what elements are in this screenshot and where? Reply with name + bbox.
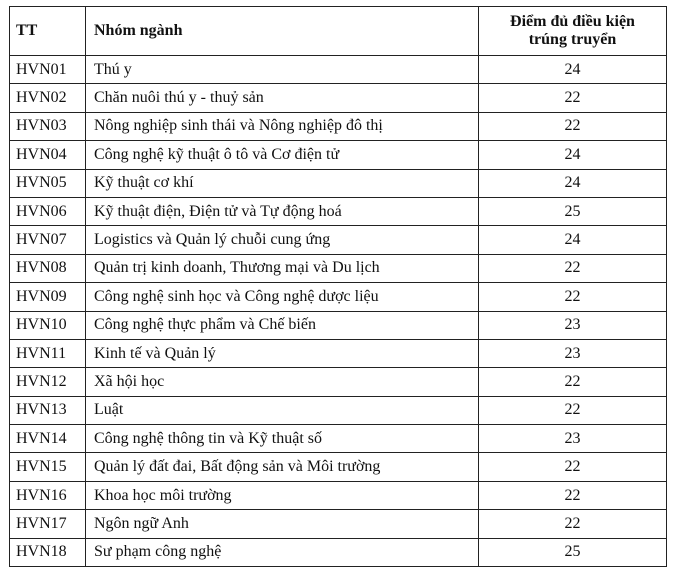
row-name: Ngôn ngữ Anh [86,510,479,538]
row-name: Công nghệ thông tin và Kỹ thuật số [86,425,479,453]
row-score: 22 [479,283,667,311]
table-row [10,396,667,424]
header-score-line1: Điểm đủ điều kiện [510,13,635,30]
table-row [10,56,667,84]
row-code: HVN14 [10,425,86,453]
row-name: Kinh tế và Quản lý [86,339,479,367]
row-name: Nông nghiệp sinh thái và Nông nghiệp đô thị [86,112,479,140]
row-code: HVN09 [10,283,86,311]
row-code: HVN05 [10,169,86,197]
row-score: 22 [479,453,667,481]
table-row [10,112,667,140]
row-name: Quản lý đất đai, Bất động sản và Môi trường [86,453,479,481]
row-score: 22 [479,112,667,140]
row-score: 22 [479,510,667,538]
header-score [479,7,667,56]
table-row [10,226,667,254]
row-code: HVN18 [10,538,86,566]
row-name: Luật [86,396,479,424]
row-code: HVN15 [10,453,86,481]
row-score: 23 [479,425,667,453]
row-name: Logistics và Quản lý chuỗi cung ứng [86,226,479,254]
row-code: HVN17 [10,510,86,538]
row-code: HVN03 [10,112,86,140]
table-row [10,510,667,538]
row-code: HVN12 [10,368,86,396]
row-name: Xã hội học [86,368,479,396]
table-row [10,311,667,339]
row-code: HVN13 [10,396,86,424]
table-row [10,425,667,453]
header-name: Nhóm ngành [86,7,479,56]
row-code: HVN06 [10,197,86,225]
row-name: Quản trị kinh doanh, Thương mại và Du lịch [86,254,479,282]
row-score: 22 [479,254,667,282]
row-score: 22 [479,84,667,112]
row-name: Kỹ thuật cơ khí [86,169,479,197]
header-code: TT [10,7,86,56]
row-name: Kỹ thuật điện, Điện tử và Tự động hoá [86,197,479,225]
row-code: HVN11 [10,339,86,367]
row-code: HVN16 [10,481,86,509]
table-row [10,169,667,197]
table-row [10,368,667,396]
row-name: Công nghệ kỹ thuật ô tô và Cơ điện tử [86,141,479,169]
table-row [10,197,667,225]
header-score-line2: trúng truyển [528,31,617,48]
row-score: 25 [479,197,667,225]
table-body [10,56,667,567]
row-name: Thú y [86,56,479,84]
row-code: HVN07 [10,226,86,254]
row-name: Chăn nuôi thú y - thuỷ sản [86,84,479,112]
table-row [10,84,667,112]
table-row [10,339,667,367]
row-score: 22 [479,481,667,509]
header-row [10,7,667,56]
row-score: 23 [479,339,667,367]
row-name: Sư phạm công nghệ [86,538,479,566]
row-name: Công nghệ thực phẩm và Chế biến [86,311,479,339]
table-header [10,7,667,56]
row-score: 24 [479,56,667,84]
row-code: HVN02 [10,84,86,112]
row-code: HVN10 [10,311,86,339]
row-code: HVN08 [10,254,86,282]
row-score: 24 [479,226,667,254]
row-name: Khoa học môi trường [86,481,479,509]
row-score: 25 [479,538,667,566]
row-score: 23 [479,311,667,339]
row-code: HVN04 [10,141,86,169]
row-score: 24 [479,169,667,197]
row-code: HVN01 [10,56,86,84]
admission-scores-table [9,6,667,567]
table-row [10,538,667,566]
table-row [10,254,667,282]
row-name: Công nghệ sinh học và Công nghệ dược liệu [86,283,479,311]
table-row [10,283,667,311]
row-score: 22 [479,396,667,424]
table-row [10,481,667,509]
row-score: 22 [479,368,667,396]
table-row [10,141,667,169]
table-row [10,453,667,481]
row-score: 24 [479,141,667,169]
